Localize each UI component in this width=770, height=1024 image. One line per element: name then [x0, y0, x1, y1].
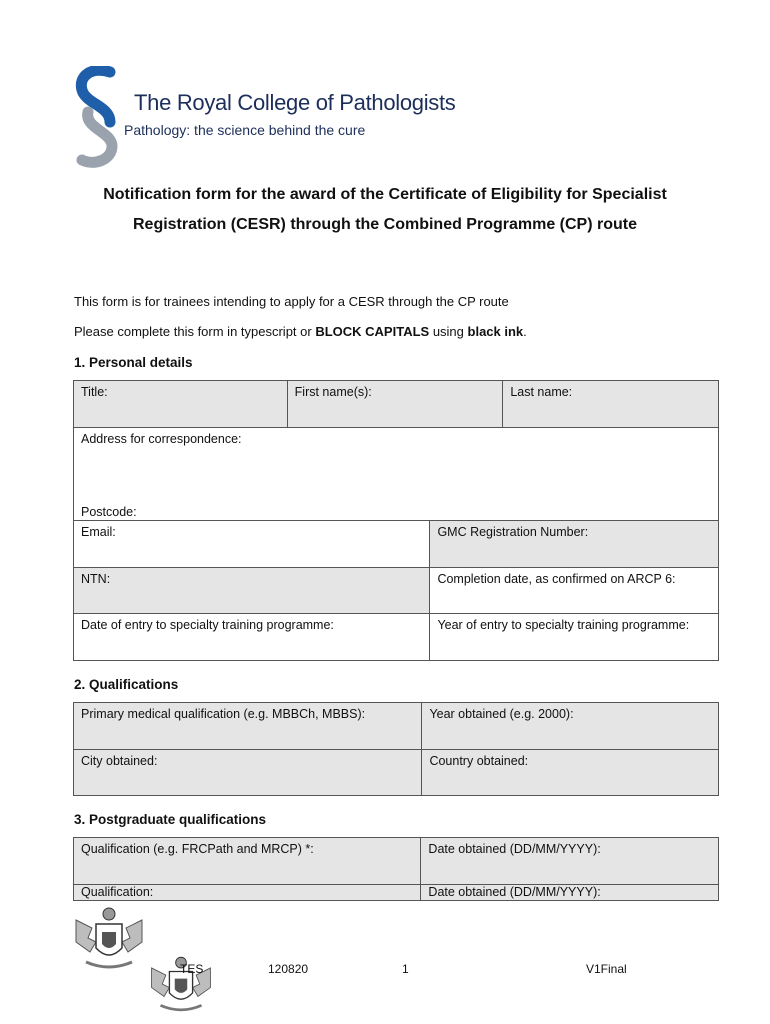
org-tagline: Pathology: the science behind the cure	[124, 122, 366, 138]
email-field[interactable]: Email:	[74, 521, 430, 568]
college-logo	[70, 66, 456, 170]
entry-year-field[interactable]: Year of entry to specialty training programme:	[430, 614, 719, 661]
gmc-number-field[interactable]: GMC Registration Number:	[430, 521, 719, 568]
intro-line-1: This form is for trainees intending to apply for a CESR through the CP route	[74, 294, 509, 309]
college-crest-icon-2	[148, 950, 214, 1018]
form-title: Notification form for the award of the Certificate of Eligibility for Specialist Registration (CESR) through the Combined Programme (CP) route	[103, 186, 667, 233]
postgrad-date-field[interactable]: Date obtained (DD/MM/YYYY):	[421, 838, 719, 885]
postcode-label: Postcode:	[81, 505, 137, 519]
postgraduate-table	[73, 837, 719, 901]
title-field[interactable]: Title:	[74, 381, 288, 428]
personal-details-table	[73, 380, 719, 661]
country-obtained-field[interactable]: Country obtained:	[422, 750, 719, 796]
primary-qualification-field[interactable]: Primary medical qualification (e.g. MBBCh, MBBS):	[74, 703, 422, 750]
org-name: The Royal College of Pathologists	[134, 90, 456, 115]
section-heading-qualifications: 2. Qualifications	[74, 677, 179, 692]
footer-version: V1Final	[586, 962, 627, 976]
postgrad-qualification-field-2[interactable]: Qualification:	[74, 885, 421, 901]
intro-line-2: Please complete this form in typescript or BLOCK CAPITALS using black ink.	[74, 324, 527, 339]
last-name-field[interactable]: Last name:	[503, 381, 719, 428]
postgrad-qualification-field[interactable]: Qualification (e.g. FRCPath and MRCP) *:	[74, 838, 421, 885]
section-sign-icon	[70, 66, 130, 170]
footer-page-number: 1	[402, 962, 409, 976]
year-obtained-field[interactable]: Year obtained (e.g. 2000):	[422, 703, 719, 750]
section-heading-postgraduate: 3. Postgraduate qualifications	[74, 812, 267, 827]
college-crest-icon	[72, 902, 146, 974]
completion-date-field[interactable]: Completion date, as confirmed on ARCP 6:	[430, 568, 719, 614]
address-label: Address for correspondence:	[81, 432, 242, 446]
section-heading-personal-details: 1. Personal details	[74, 355, 193, 370]
entry-date-field[interactable]: Date of entry to specialty training programme:	[74, 614, 430, 661]
city-obtained-field[interactable]: City obtained:	[74, 750, 422, 796]
postgrad-date-field-2[interactable]: Date obtained (DD/MM/YYYY):	[421, 885, 719, 901]
ntn-field[interactable]: NTN:	[74, 568, 430, 614]
address-field[interactable]	[74, 428, 719, 521]
footer-code: TES	[180, 962, 204, 976]
footer-date: 120820	[268, 962, 309, 976]
qualifications-table	[73, 702, 719, 796]
first-name-field[interactable]: First name(s):	[287, 381, 503, 428]
